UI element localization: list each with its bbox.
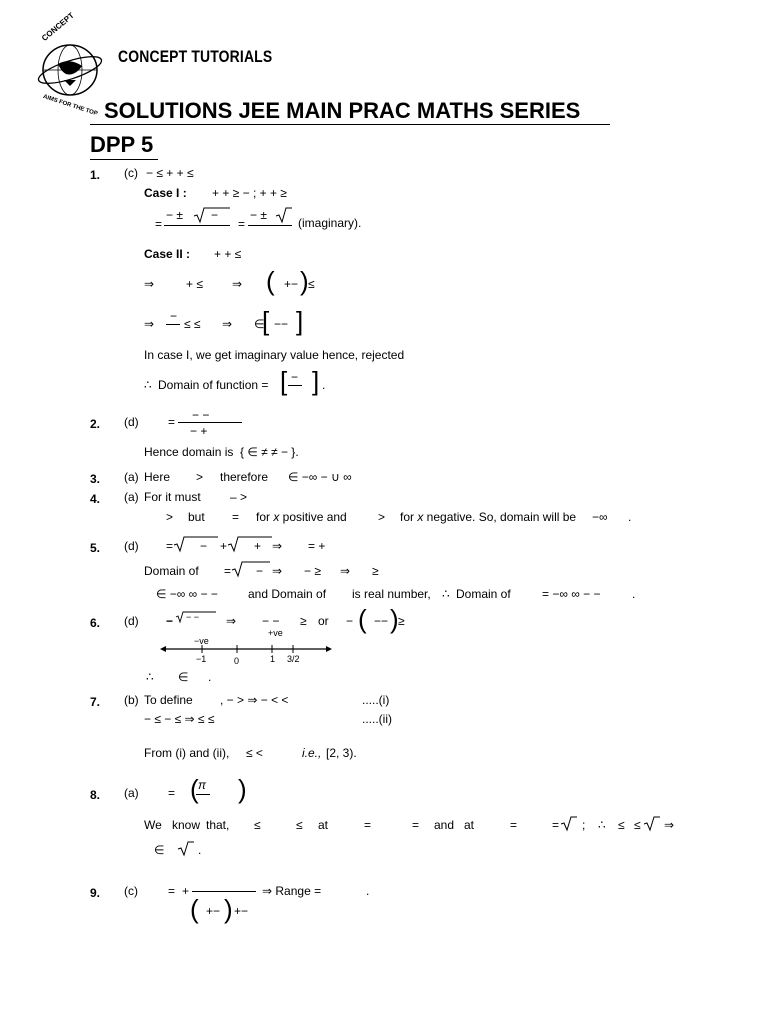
- q8-we: We: [144, 818, 162, 832]
- q5-final: = −∞ ∞ − −: [542, 587, 601, 601]
- q8-eq4: =: [552, 818, 560, 832]
- q8-eq: =: [168, 786, 176, 800]
- q8-leq1: ≤: [254, 818, 261, 832]
- q1-sqrt2: [276, 207, 292, 223]
- q1-frac1-bar: [164, 225, 230, 226]
- q1-elem2: ∈: [254, 317, 265, 331]
- q9-den-paren-in: +−: [206, 904, 221, 918]
- q8-therefore: ∴: [598, 818, 606, 832]
- q6-or: or: [318, 614, 329, 628]
- q6-sqrt-in: − −: [186, 612, 200, 622]
- q5-plus: +: [220, 539, 228, 553]
- q5-eq: =: [166, 539, 174, 553]
- q8-leq3: ≤: [618, 818, 625, 832]
- q9-answer: (c): [124, 884, 138, 898]
- subtitle-underline: [90, 159, 158, 160]
- q2-eq: =: [168, 415, 176, 429]
- q5-sqrt1: [174, 536, 218, 552]
- q1-imp2b: ⇒: [222, 317, 233, 331]
- q4-rel1: – >: [230, 490, 248, 504]
- q8-sqrt2: [644, 816, 660, 831]
- q5-period: .: [632, 587, 636, 601]
- q4-number: 4.: [90, 492, 101, 506]
- q8-sqrt3: [178, 841, 194, 856]
- q1-paren1-open: (: [266, 266, 275, 296]
- q4-line1: For it must: [144, 490, 201, 504]
- q5-rhs: = +: [308, 539, 326, 553]
- q4-for-x-neg: for x negative. So, domain will be: [400, 510, 577, 524]
- q4-neg-inf: −∞: [592, 510, 608, 524]
- q5-domain-of2: Domain of: [456, 587, 511, 601]
- q7-answer: (b): [124, 693, 139, 707]
- q6-tick-label: 1: [270, 654, 276, 664]
- q4-eq: =: [232, 510, 240, 524]
- q1-case2-label: Case II :: [144, 247, 191, 261]
- q8-in: ∈: [154, 843, 165, 857]
- q1-imp1b: ⇒: [232, 277, 243, 291]
- q1-domain-period: .: [322, 378, 326, 392]
- q7-number: 7.: [90, 695, 101, 709]
- brand-name: CONCEPT TUTORIALS: [118, 47, 273, 66]
- q8-imp: ⇒: [664, 818, 675, 832]
- q6-minus: −: [166, 614, 174, 628]
- q4-gt2: >: [378, 510, 386, 524]
- q6-imp: ⇒: [226, 614, 237, 628]
- q8-answer: (a): [124, 786, 139, 800]
- q1-imp2-rest: ≤ ≤: [184, 317, 201, 331]
- q8-pi: π: [198, 778, 207, 792]
- q1-domain-close: ]: [312, 366, 320, 396]
- q8-paren-open: (: [190, 774, 199, 804]
- q8-eq2: =: [412, 818, 420, 832]
- q5-imp3: ⇒: [340, 564, 351, 578]
- q2-answer: (d): [124, 415, 139, 429]
- q2-hence: Hence domain is: [144, 445, 234, 459]
- q1-eq-b: =: [238, 217, 246, 231]
- q5-eq2: =: [224, 564, 232, 578]
- q2-frac-bar: [178, 422, 242, 423]
- q5-geq: ≥: [372, 564, 379, 578]
- q1-bracket2-open: [: [262, 306, 270, 336]
- q4-period: .: [628, 510, 632, 524]
- q1-frac3-bar: [166, 324, 180, 325]
- q8-number: 8.: [90, 788, 101, 802]
- q5-domain-of: Domain of: [144, 564, 199, 578]
- q5-rel2: − ≥: [304, 564, 321, 578]
- q1-frac3: −: [170, 309, 178, 323]
- q9-paren-open: (: [190, 894, 199, 924]
- q2-frac-den: − +: [190, 424, 208, 438]
- q5-sqrt1-in: −: [200, 539, 208, 553]
- q1-reject: In case I, we get imaginary value hence, rejected: [144, 348, 405, 362]
- q6-tick-label: 0: [234, 656, 240, 666]
- q8-paren-close: ): [238, 774, 247, 804]
- q1-domain-text: Domain of function =: [158, 378, 269, 392]
- q6-paren-open: (: [358, 604, 367, 634]
- q6-therefore: ∴: [146, 670, 154, 684]
- q8-know: know: [172, 818, 201, 832]
- q9-eq: =: [168, 884, 176, 898]
- q9-den-rest: +−: [234, 904, 249, 918]
- q6-pos-ve: +ve: [268, 628, 283, 638]
- q7-tag1: .....(i): [362, 693, 390, 707]
- q8-at1: at: [318, 818, 329, 832]
- q1-frac1-num: − ±: [166, 208, 183, 222]
- q2-number: 2.: [90, 417, 101, 431]
- q6-paren-in: −−: [374, 614, 389, 628]
- q6-tick-label: −1: [196, 654, 207, 664]
- q1-case2-rest: + + ≤: [214, 247, 242, 261]
- q9-period: .: [366, 884, 370, 898]
- q1-frac2-num: − ±: [250, 208, 267, 222]
- q4-answer: (a): [124, 490, 139, 504]
- q7-line2: − ≤ − ≤ ⇒ ≤ ≤: [144, 712, 215, 726]
- q4-for-x-pos: for x positive and: [256, 510, 347, 524]
- q5-imp2: ⇒: [272, 564, 283, 578]
- q1-imaginary: (imaginary).: [298, 216, 362, 230]
- q6-paren-close: ): [390, 604, 399, 634]
- page-title: SOLUTIONS JEE MAIN PRAC MATHS SERIES: [104, 98, 581, 123]
- q1-domain-frac-bar: [288, 385, 302, 386]
- q5-in: ∈ −∞ ∞ − −: [156, 587, 218, 601]
- q1-domain-frac: −: [291, 370, 299, 384]
- q9-range: ⇒ Range =: [262, 884, 322, 898]
- globe-logo-icon: [34, 36, 106, 102]
- q9-frac-bar: [192, 891, 256, 892]
- q6-tick-label: 3/2: [287, 654, 300, 664]
- q6-neg-ve: −ve: [194, 636, 209, 646]
- q8-at2: at: [464, 818, 475, 832]
- q5-sqrt3-in: −: [256, 564, 264, 578]
- q9-plus: +: [182, 884, 190, 898]
- q7-rel3: ≤ <: [246, 746, 263, 760]
- logo-bottom-text: AIMS FOR THE TOP: [42, 94, 99, 118]
- q1-case1-label: Case I :: [144, 186, 187, 200]
- q1-paren1-after: ≤: [308, 277, 315, 291]
- q8-semi: ;: [582, 818, 586, 832]
- q6-period: .: [208, 670, 212, 684]
- q1-imp2: ⇒: [144, 317, 155, 331]
- q3-set: ∈ −∞ − ∪ ∞: [288, 470, 352, 484]
- q1-imp1: ⇒: [144, 277, 155, 291]
- q6-minus2: −: [346, 614, 354, 628]
- q8-eq3: =: [510, 818, 518, 832]
- q2-set: { ∈ ≠ ≠ − }.: [240, 445, 299, 459]
- q3-answer: (a): [124, 470, 139, 484]
- q1-line1: − ≤ + + ≤: [146, 166, 194, 180]
- q5-and-domain: and Domain of: [248, 587, 327, 601]
- q5-answer: (d): [124, 539, 139, 553]
- q9-number: 9.: [90, 886, 101, 900]
- q1-therefore: ∴: [144, 378, 152, 392]
- q7-tag2: .....(ii): [362, 712, 392, 726]
- q7-define: To define: [144, 693, 193, 707]
- q6-number-line: [160, 644, 332, 656]
- q7-rel1: , − > ⇒ − < <: [220, 693, 289, 707]
- q5-sqrt2-in: +: [254, 539, 262, 553]
- q3-here: Here: [144, 470, 171, 484]
- q6-in: ∈: [178, 670, 189, 684]
- q8-period: .: [198, 843, 202, 857]
- q1-case1-rest: + + ≥ − ; + + ≥: [212, 186, 287, 200]
- q4-gt: >: [166, 510, 174, 524]
- q1-bracket2-close: ]: [296, 306, 304, 336]
- q2-frac-num: − −: [192, 408, 210, 422]
- q5-sqrt3: [232, 561, 270, 577]
- q1-answer: (c): [124, 166, 138, 180]
- q1-imp1-mid: + ≤: [186, 277, 203, 291]
- q3-number: 3.: [90, 472, 101, 486]
- q6-geq: ≥: [300, 614, 307, 628]
- q5-imp: ⇒: [272, 539, 283, 553]
- q9-paren-close: ): [224, 894, 233, 924]
- q1-paren1-close: ): [300, 266, 309, 296]
- q6-number: 6.: [90, 616, 101, 630]
- q8-leq4: ≤: [634, 818, 641, 832]
- q1-sqrt1-inner: −: [211, 208, 219, 222]
- q1-eq-a: =: [155, 217, 163, 231]
- q8-frac-bar: [196, 794, 210, 795]
- q5-sqrt2: [228, 536, 272, 552]
- q6-geq2: ≥: [398, 614, 405, 628]
- q6-answer: (d): [124, 614, 139, 628]
- q8-and: and: [434, 818, 455, 832]
- q4-but: but: [188, 510, 205, 524]
- q3-gt: >: [196, 470, 204, 484]
- q1-domain-open: [: [280, 366, 288, 396]
- q8-that: that,: [206, 818, 230, 832]
- q7-interval: [2, 3).: [326, 746, 357, 760]
- page-subtitle: DPP 5: [90, 132, 154, 157]
- q8-eq1: =: [364, 818, 372, 832]
- q8-sqrt1: [561, 816, 577, 831]
- q6-rel: − −: [262, 614, 280, 628]
- q1-bracket2-in: −−: [274, 317, 289, 331]
- q7-from: From (i) and (ii),: [144, 746, 230, 760]
- q3-therefore: therefore: [220, 470, 269, 484]
- q5-number: 5.: [90, 541, 101, 555]
- q5-therefore: ∴: [442, 587, 450, 601]
- q1-paren1-in: +−: [284, 277, 299, 291]
- q1-number: 1.: [90, 168, 101, 182]
- q1-frac2-bar: [248, 225, 292, 226]
- q5-is-real: is real number,: [352, 587, 431, 601]
- q7-ie: i.e.,: [302, 746, 322, 760]
- logo-top-text: CONCEPT: [40, 10, 76, 43]
- q8-leq2: ≤: [296, 818, 303, 832]
- title-underline: [90, 124, 610, 125]
